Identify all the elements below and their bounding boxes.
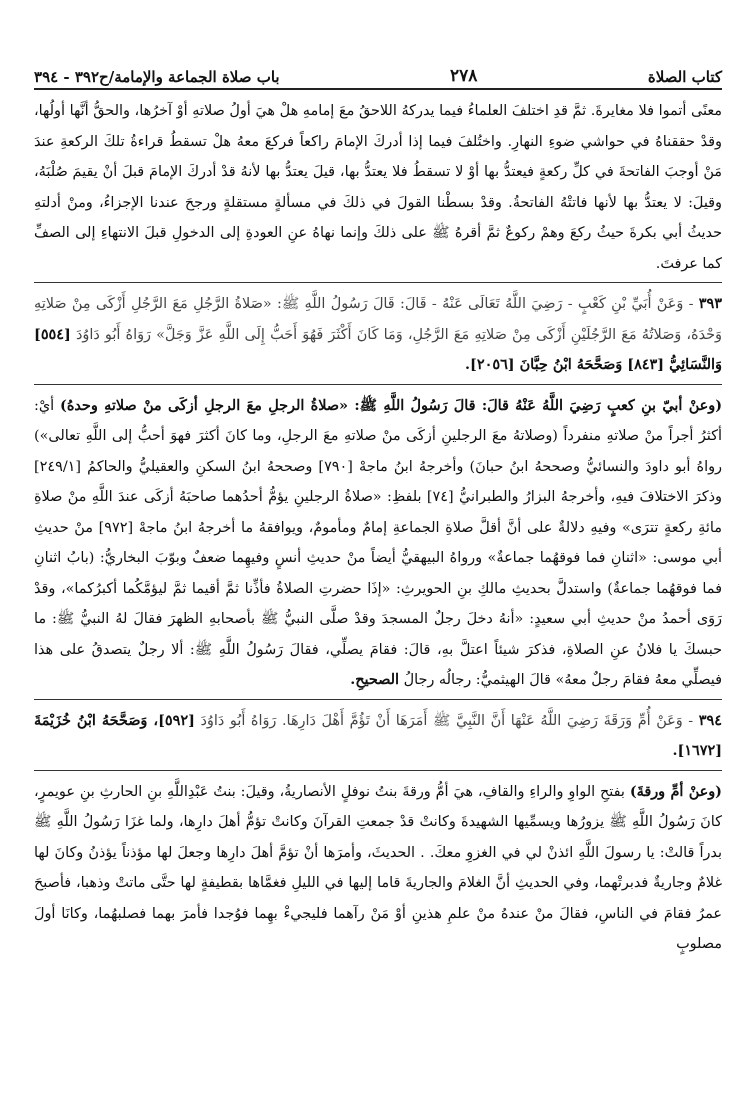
commentary-paragraph [34, 391, 722, 696]
hadith-number: ٣٩٣ [698, 295, 722, 312]
hadith-paragraph [34, 706, 722, 767]
commentary-text: بفتحِ الواوِ والراءِ والقافِ، هيَ أمُّ ورقةَ بنتُ نوفلٍ الأنصاريةُ، وقيلَ: بنتُ عَبْدِاللَّهِ بنِ الحارثِ بنِ عويمرٍ، كانَ رَسُولُ اللَّهِ ﷺ يزورُها ويسمِّيها الشهيدةَ وكانتْ قدْ جمعتِ القرآنَ وكانتْ تؤمُّ أهلَ دارِها، ولما غزَا رَسُولُ اللَّهِ ﷺ بدراً قالتْ: يا رسولَ اللَّهِ ائذنْ لي في الغزوِ معكَ. . الحديثَ، وأمرَها أنْ تؤمَّ أهلَ دارِها وجعلَ لها مؤذناً يؤذنُ وكانَ لها غلامٌ وجاريةٌ فدبرتْهما، وفي الحديثِ أنَّ الغلامَ والجاريةَ قاما إليها في الليلِ فغمَّاها بقطيفةٍ لها حتَّى ماتتْ وذهبا، فأصبحَ عمرُ فقامَ في الناسِ، فقالَ منْ عندهُ منْ علمِ هذينِ أوْ مَنْ رآهما فليجيءْ بهِما فوُجدا فأمرَ بهما فصلبهُما، وكانَا أولَ مصلوبٍ [34, 783, 722, 952]
section-divider [34, 770, 722, 771]
hadith-references: [٥٥٤] وَالنَّسَائِيُّ [٨٤٣] وَصَحَّحَهُ ابْنُ حِبَّانَ [٢٠٥٦]. [34, 325, 722, 373]
header-divider [34, 88, 722, 90]
hadith-references: [٥٩٢]، وَصَحَّحَهُ ابْنُ خُزَيْمَةَ [١٦٧٢]. [34, 711, 722, 759]
hadith-number: ٣٩٤ [698, 711, 722, 729]
commentary-text: أيْ: أكثرُ أجراً منْ صلاتهِ منفرداً (وصلاتهُ معَ الرجلينِ أزكَى منْ صلاتهِ معَ الرجلِ، وما كانَ أكثرَ فهوَ أحبُّ إلى اللَّهِ تعالى») رواهُ أبو داودَ والنسائيُّ وصححهُ ابنُ حبانَ) وأخرجهُ ابنُ ماجهْ [٧٩٠] وصححهُ ابنُ السكنِ والعقيليُّ والحاكمُ [٢٤٩/١] وذكرَ الاختلافَ فيهِ، وأخرجهُ البزارُ والطبرانيُّ [٧٤] بلفظِ: «صلاةُ الرجلينِ يؤمُّ أحدُهما صاحبَهُ أزكَى عندَ اللَّهِ منْ صلاةِ مائةِ ركعةٍ تترَى» وفيهِ دلالةٌ على أنَّ أقلَّ صلاةِ الجماعةِ إمامٌ ومأمومٌ، ويوافقهُ ما أخرجهُ ابنُ ماجهْ [٩٧٢] منْ حديثِ أبي موسى: «اثنانِ فما فوقهُما جماعةٌ» ورواهُ البيهقيُّ أيضاً منْ حديثِ أنسٍ وفيهِما ضعفٌ وبوّبَ البخاريُّ: (بابُ اثنانِ فما فوقهُما جماعةٌ) واستدلَّ بحديثِ مالكِ بنِ الحويرثِ: «إذَا حضرتِ الصلاةُ فأذِّنا ثمَّ أقيما ثمَّ ليؤمَّكُما أكبرُكما»، وقدْ رَوَى أحمدُ منْ حديثِ أبي سعيدٍ: «أنهُ دخلَ رجلٌ المسجدَ وقدْ صلَّى النبيُّ ﷺ بأصحابهِ الظهرَ فقالَ لهُ النبيُّ ﷺ: ما حبسكَ يا فلانُ عنِ الصلاةِ، فذكرَ شيئاً اعتلَّ بهِ، قالَ: فقامَ يصلِّي، فقالَ رَسُولُ اللَّهِ ﷺ: ألا رجلٌ يتصدقُ على هذا فيصلِّي معهُ فقامَ رجلٌ معهُ» قالَ الهيثميُّ: رجالُه رجالُ [34, 397, 722, 688]
chapter-title: باب صلاة الجماعة والإمامة/ح٣٩٢ - ٣٩٤ [34, 68, 280, 86]
running-header [34, 58, 722, 86]
page-number: ٢٧٨ [450, 66, 478, 86]
section-divider [34, 384, 722, 385]
commentary-paragraph-text [34, 777, 722, 960]
commentary-paragraph-text [34, 391, 722, 696]
hadith-paragraph [34, 289, 722, 381]
section-divider [34, 699, 722, 700]
hadith-text: - وَعَنْ أُمِّ وَرَقَةَ رَضِيَ اللَّهُ عَنْهَا أَنَّ النَّبِيَّ ﷺ أَمَرَهَا أَنْ تَؤُمَّ أَهْلَ دَارِهَا. رَوَاهُ أَبُو دَاوُدَ [200, 712, 694, 729]
commentary-tail: الصحيحِ. [350, 671, 400, 688]
commentary-paragraph [34, 96, 722, 279]
section-divider [34, 282, 722, 283]
hadith-394 [34, 706, 722, 767]
page-body [34, 96, 722, 1102]
commentary-lead: (وعنْ أبيّ بنِ كعبٍ رَضِيَ اللَّهُ عَنْهُ قالَ: قالَ رَسُولُ اللَّهِ ﷺ: «صلاةُ الرجلِ معَ الرجلِ أزكَى منْ صلاتهِ وحدهُ) [60, 396, 722, 414]
hadith-text: - وَعَنْ أُبَيِّ بْنِ كَعْبٍ - رَضِيَ اللَّهُ تَعَالَى عَنْهُ - قَالَ: قَالَ رَسُولُ اللَّهِ ﷺ: «صَلاةُ الرَّجُلِ مَعَ الرَّجُلِ أَزْكَى مِنْ صَلاتِهِ وَحْدَهُ، وَصَلاتُهُ مَعَ الرَّجُلَيْنِ أَزْكَى مِنْ صَلاتِهِ مَعَ الرَّجُلِ، وَمَا كَانَ أَكْثَرَ فَهُوَ أَحَبُّ إِلَى اللَّهِ عَزَّ وَجَلَّ» رَوَاهُ أَبُو دَاوُدَ [34, 296, 722, 343]
hadith-393 [34, 289, 722, 381]
book-title: كتاب الصلاة [647, 68, 722, 86]
commentary-lead: (وعنْ أمِّ ورقةَ) [629, 782, 722, 800]
commentary-text: معنًى أتموا فلا مغايرةَ. ثمَّ قدِ اختلفَ العلماءُ فيما يدركهُ اللاحقُ معَ إمامهِ هلْ هيَ أولُ صلاتهِ أوْ آخرُها، والحقُّ أنَّها أولُها، وقدْ حققناهُ في حواشي ضوءِ النهارِ. واختُلفَ فيما إذا أدركَ الإمامَ راكعاً فركعَ معهُ هلْ تسقطُ قراءةُ تلكَ الركعةِ عندَ مَنْ أوجبَ الفاتحةَ في كلِّ ركعةٍ فيعتدُّ بها أوْ لا تسقطُ فلا يعتدُّ بها، قيلَ يعتدُّ بها لأنهُ قدْ أدركَ الإمامَ قبلَ أنْ يقيمَ صُلْبَهُ، وقيلَ: لا يعتدُّ بها لأنها فاتتْهُ الفاتحةُ. وقدْ بسطْنا القولَ في ذلكَ في مسألةٍ مستقلةٍ ورجحَ عندنا الإجزاءُ، ومنْ أدلتهِ حديثُ أبي بكرةَ حيثُ ركعَ وهمْ ركوعٌ ثمَّ أقرهُ ﷺ على ذلكَ وإنما نهاهُ عنِ العودةِ إلى الدخولِ قبلَ الانتهاءِ إلى الصفِّ كما عرفتَ. [34, 103, 722, 272]
commentary-paragraph [34, 777, 722, 960]
